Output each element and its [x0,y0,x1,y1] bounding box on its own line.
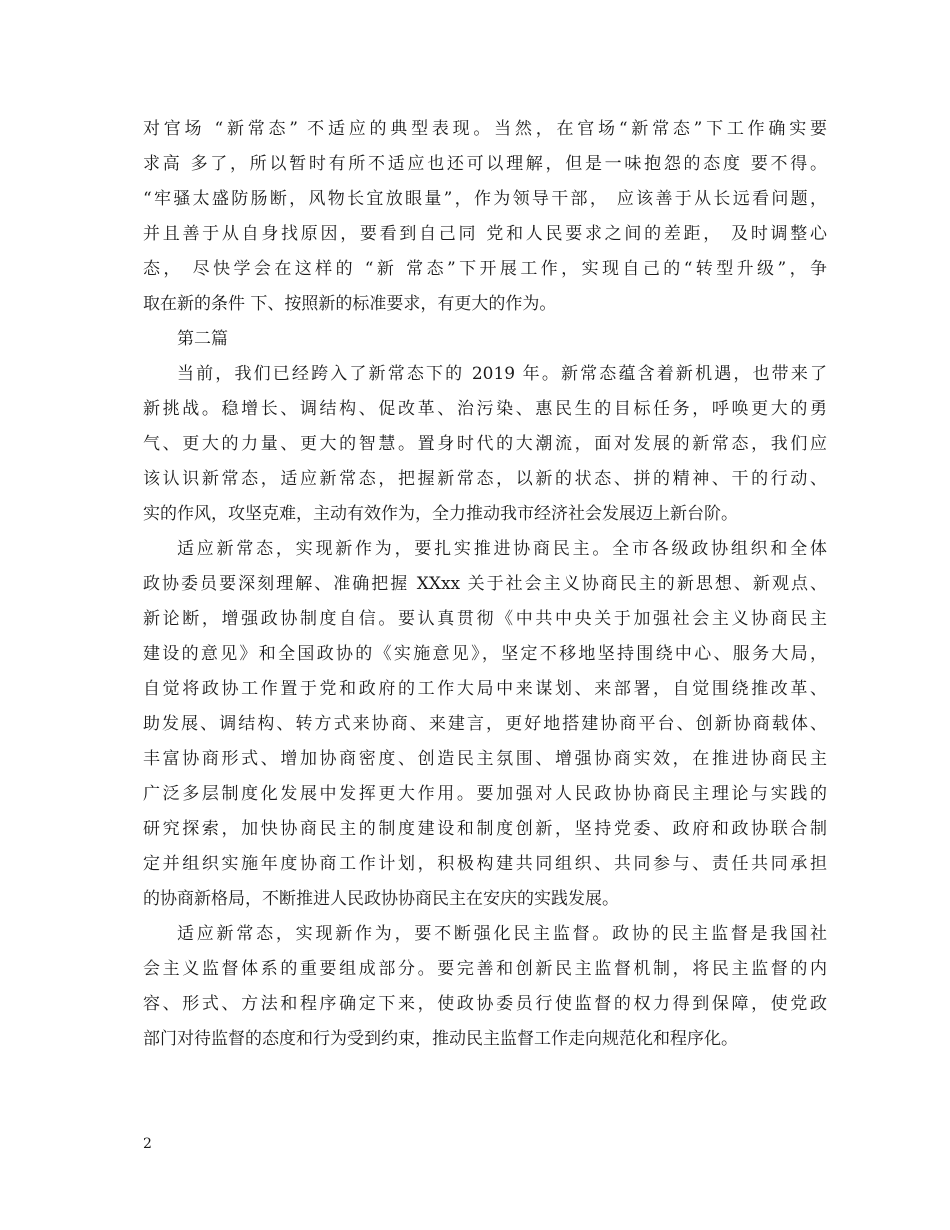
text-line: 容、形式、方法和程序确定下来，使政协委员行使监督的权力得到保障，使党政 [143,994,827,1014]
text-line: 丰富协商形式、增加协商密度、创造民主氛围、增强协商实效，在推进协商民主 [143,749,827,769]
text-line: 自觉将政协工作置于党和政府的工作大局中来谋划、来部署，自觉围绕推改革、 [143,679,827,699]
text-line: 对官场 “新常态” 不适应的典型表现。当然，在官场“新常态”下工作确实要 [143,119,827,139]
text-line: 会主义监督体系的重要组成部分。要完善和创新民主监督机制，将民主监督的内 [143,959,827,979]
text-line: 求高 多了，所以暂时有所不适应也还可以理解，但是一味抱怨的态度 要不得。 [143,154,827,174]
text-line: 新论断，增强政协制度自信。要认真贯彻《中共中央关于加强社会主义协商民主 [143,609,827,629]
text-line: 研究探索，加快协商民主的制度建设和制度创新，坚持党委、政府和政协联合制 [143,819,827,839]
text-line: 建设的意见》和全国政协的《实施意见》，坚定不移地坚持围绕中心、服务大局， [143,644,827,664]
page-number: 2 [143,1136,152,1152]
text-line: 定并组织实施年度协商工作计划，积极构建共同组织、共同参与、责任共同承担 [143,854,827,874]
text-line: 该认识新常态，适应新常态，把握新常态，以新的状态、拼的精神、干的行动、 [143,469,827,489]
text-line: 并且善于从自身找原因，要看到自己同 党和人民要求之间的差距， 及时调整心 [143,224,827,244]
text-line: 态， 尽快学会在这样的 “新 常态”下开展工作，实现自己的“转型升级”，争 [143,259,827,279]
section-heading: 第二篇 [177,329,228,349]
text-line: 新挑战。稳增长、调结构、促改革、治污染、惠民生的目标任务，呼唤更大的勇 [143,399,827,419]
paragraph-first-line: 适应新常态，实现新作为，要扎实推进协商民主。全市各级政协组织和全体 [177,539,827,559]
paragraph-first-line: 当前，我们已经跨入了新常态下的 2019 年。新常态蕴含着新机遇，也带来了 [177,364,827,384]
text-line: 部门对待监督的态度和行为受到约束，推动民主监督工作走向规范化和程序化。 [143,1029,738,1049]
text-line: 的协商新格局，不断推进人民政协协商民主在安庆的实践发展。 [143,889,619,909]
text-line: 广泛多层制度化发展中发挥更大作用。要加强对人民政协协商民主理论与实践的 [143,784,827,804]
text-line: 政协委员要深刻理解、准确把握 XXxx 关于社会主义协商民主的新思想、新观点、 [143,574,827,594]
paragraph-first-line: 适应新常态，实现新作为，要不断强化民主监督。政协的民主监督是我国社 [177,924,827,944]
document-body [143,112,827,1057]
text-line: 实的作风，攻坚克难，主动有效作为，全力推动我市经济社会发展迈上新台阶。 [143,504,738,524]
text-line: 助发展、调结构、转方式来协商、来建言，更好地搭建协商平台、创新协商载体、 [143,714,827,734]
text-line: “牢骚太盛防肠断，风物长宜放眼量”，作为领导干部， 应该善于从长远看问题， [143,189,827,209]
text-line: 取在新的条件 下、按照新的标准要求，有更大的作为。 [143,294,557,314]
text-line: 气、更大的力量、更大的智慧。置身时代的大潮流，面对发展的新常态，我们应 [143,434,827,454]
